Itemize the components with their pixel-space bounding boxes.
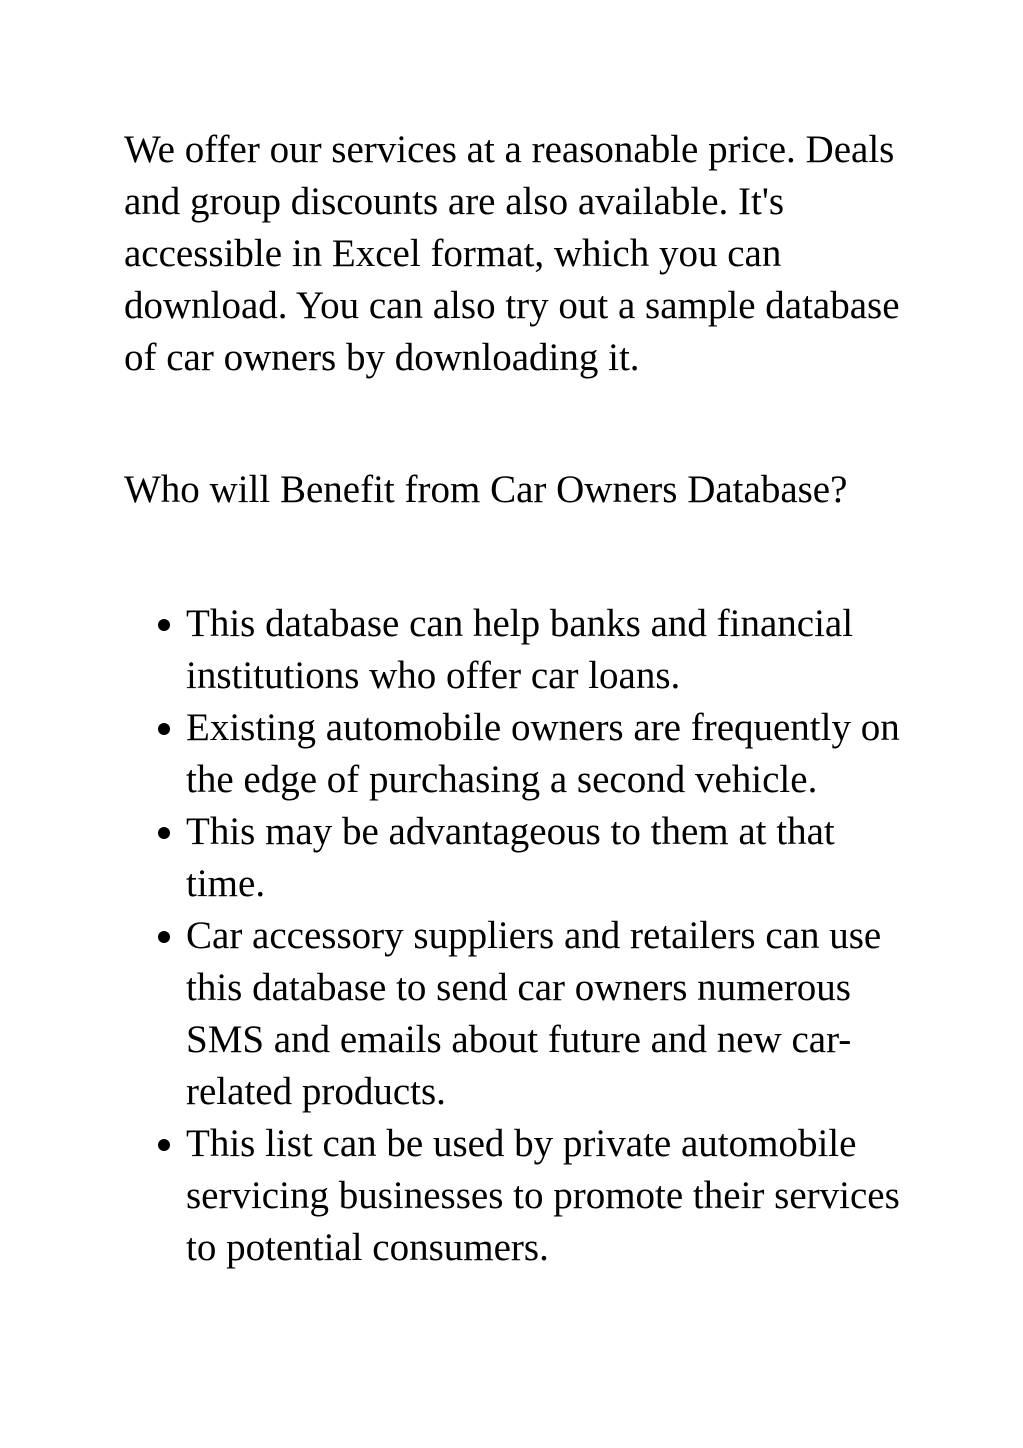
bullet-icon — [158, 1139, 170, 1151]
document-page — [124, 124, 914, 1274]
bullet-icon — [158, 723, 170, 735]
bullet-icon — [158, 827, 170, 839]
intro-paragraph: We offer our services at a reasonable price. Deals and group discounts are also available. It's accessible in Excel format, which you can download. You can also try out a sample database of car owners by downloading it. — [124, 128, 900, 379]
list-item-text: This may be advantageous to them at that time. — [186, 810, 835, 905]
list-item-text: Existing automobile owners are frequently on the edge of purchasing a second vehicle. — [186, 706, 900, 801]
list-item — [124, 806, 921, 910]
list-item — [124, 598, 921, 702]
benefits-list — [124, 598, 914, 1274]
list-item-text: This database can help banks and financial institutions who offer car loans. — [186, 602, 854, 697]
bullet-icon — [158, 931, 170, 943]
bullet-icon — [158, 619, 170, 631]
list-item-text: Car accessory suppliers and retailers can use this database to send car owners numerous SMS and emails about future and new car-related products. — [186, 914, 882, 1113]
list-item — [124, 1118, 921, 1274]
section-heading: Who will Benefit from Car Owners Database? — [124, 468, 848, 511]
list-item — [124, 910, 921, 1118]
list-item-text: This list can be used by private automobile servicing businesses to promote their services to potential consumers. — [186, 1122, 900, 1269]
list-item — [124, 702, 921, 806]
